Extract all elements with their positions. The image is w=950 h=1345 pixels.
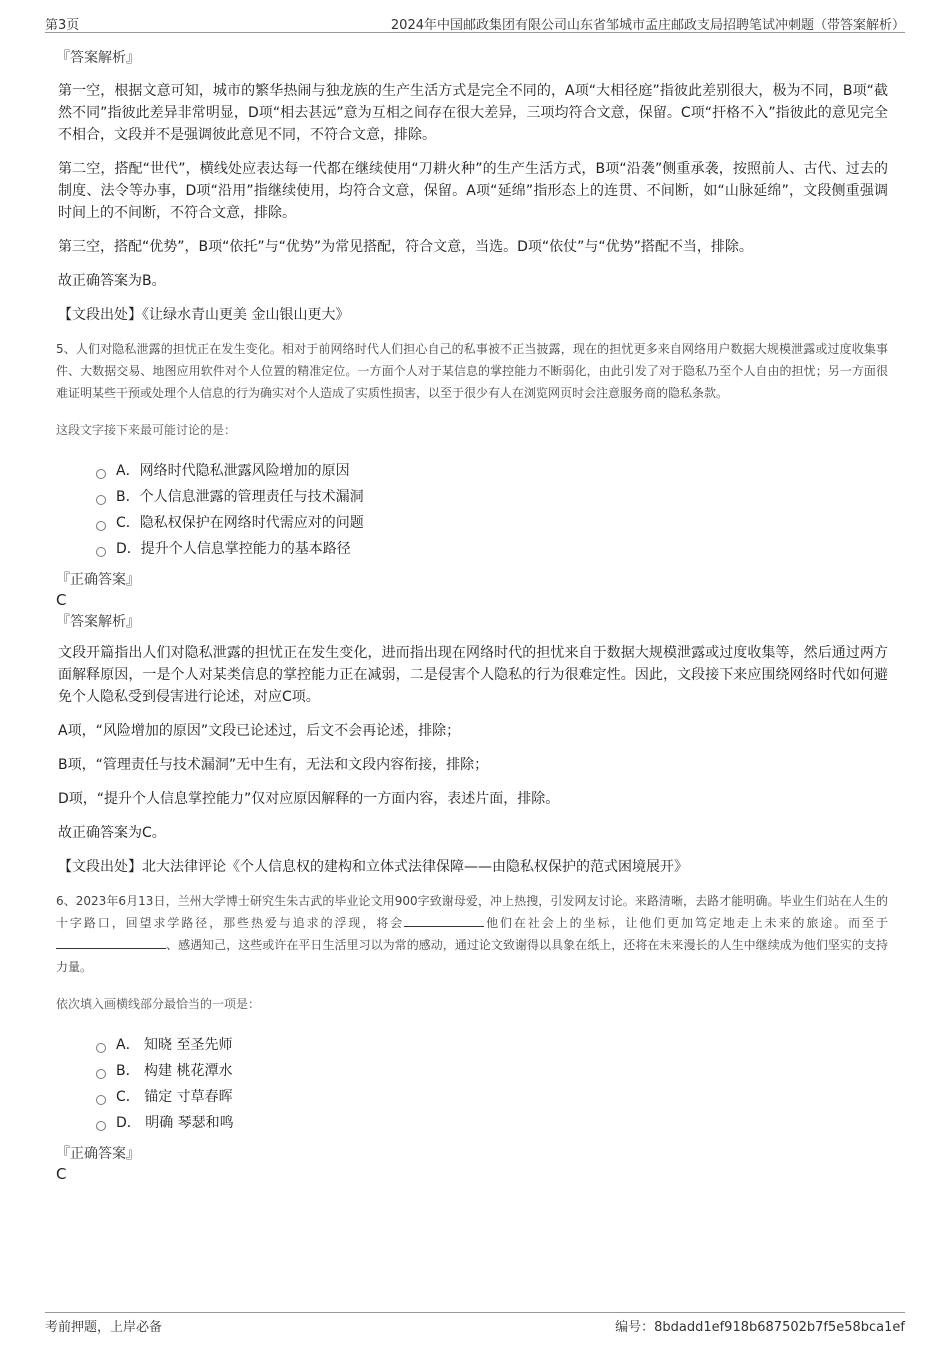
analysis-label: 『答案解析』 [56,50,140,66]
option-d[interactable] [96,536,888,562]
analysis-paragraph: B项，“管理责任与技术漏洞”无中生有，无法和文段内容衔接，排除； [58,757,489,773]
page-footer [45,1312,905,1335]
analysis-paragraph: 第三空，搭配“优势”，B项“依托”与“优势”为常见搭配，符合文意，当选。D项“依仗”与“优势”搭配不当，排除。 [58,239,753,255]
radio-icon[interactable] [96,1069,106,1079]
question-5-options [96,458,888,562]
analysis-paragraph: 第二空，搭配“世代”，横线处应表达每一代都在继续使用“刀耕火种”的生产生活方式，B项“沿袭”侧重承袭，按照前人、古代、过去的制度、法令等办事，D项“沿用”指继续使用，均符合文意，保留。A项“延绵”指形态上的连贯、不间断，如“山脉延绵”，文段侧重强调时间上的不间断，不符合文意，排除。 [58,161,888,221]
option-a[interactable] [96,1032,888,1058]
fill-blank-1 [404,912,484,927]
radio-icon[interactable] [96,495,106,505]
option-label: A． 知晓 至圣先师 [116,1037,233,1053]
source-citation: 【文段出处】北大法律评论《个人信息权的建构和立体式法律保障——由隐私权保护的范式困境展开》 [58,859,688,875]
option-a[interactable] [96,458,888,484]
analysis-conclusion: 故正确答案为B。 [58,273,166,289]
question-5-prompt: 这段文字接下来最可能讨论的是： [56,423,237,437]
option-label: B． 构建 桃花潭水 [116,1063,233,1079]
option-label: B．个人信息泄露的管理责任与技术漏洞 [116,489,364,505]
correct-answer-label: 『正确答案』 [56,1146,140,1162]
question-6-text-part: 、感遇知己，这些或许在平日生活里习以为常的感动，通过论文致谢得以具象在纸上，还将在未来漫长的人生中继续成为他们坚实的支持力量。 [56,938,888,974]
document-title: 2024年中国邮政集团有限公司山东省邹城市孟庄邮政支局招聘笔试冲刺题（带答案解析） [390,18,905,33]
option-b[interactable] [96,484,888,510]
question-6-text-part: 6、2023年6月13日，兰州大学博士研究生朱古武的毕业论文用900字致谢母爱，冲上热搜，引发网友讨论。来路清晰，去路才能明确。毕业生们站在人生的十字路口，回望求学路径，那些热爱与追求的浮现，将会 [56,894,888,930]
option-c[interactable] [96,510,888,536]
option-label: C．隐私权保护在网络时代需应对的问题 [116,515,364,531]
analysis-conclusion: 故正确答案为C。 [58,825,166,841]
analysis-label: 『答案解析』 [56,614,140,630]
option-label: D． 明确 琴瑟和鸣 [116,1115,234,1131]
question-6-options [96,1032,888,1136]
option-b[interactable] [96,1058,888,1084]
page-header [45,12,905,33]
question-5-text: 5、人们对隐私泄露的担忧正在发生变化。相对于前网络时代人们担心自己的私事被不正当披露，现在的担忧更多来自网络用户数据大规模泄露或过度收集事件、大数据交易、地图应用软件对个人位置的精准定位。一方面个人对于某信息的掌控能力不断弱化，由此引发了对于隐私乃至个人自由的担忧；另一方面很难证明某些干预或处理个人信息的行为确实对个人造成了实质性损害，以至于很少有人在浏览网页时会注意服务商的隐私条款。 [56,342,888,400]
page-number: 第3页 [45,18,80,33]
radio-icon[interactable] [96,1121,106,1131]
analysis-paragraph: 第一空，根据文意可知，城市的繁华热闹与独龙族的生产生活方式是完全不同的，A项“大相径庭”指彼此差别很大，极为不同，B项“截然不同”指彼此差异非常明显，D项“相去甚远”意为互相之间存在很大差异，三项均符合文意，保留。C项“扞格不入”指彼此的意见完全不相合，文段并不是强调彼此意见不同，不符合文意，排除。 [58,83,888,143]
correct-answer-label: 『正确答案』 [56,572,140,588]
radio-icon[interactable] [96,547,106,557]
page-content [56,48,888,1186]
question-6-text [56,890,888,978]
analysis-paragraph: 文段开篇指出人们对隐私泄露的担忧正在发生变化，进而指出现在网络时代的担忧来自于数据大规模泄露或过度收集等，然后通过两方面解释原因，一是个人对某类信息的掌控能力正在减弱，二是侵害个人隐私的行为很难定性。因此，文段接下来应围绕网络时代如何避免个人隐私受到侵害进行论述，对应C项。 [58,645,888,705]
fill-blank-2 [56,934,166,949]
radio-icon[interactable] [96,1095,106,1105]
source-citation: 【文段出处】《让绿水青山更美 金山银山更大》 [58,307,350,323]
question-6-prompt: 依次填入画横线部分最恰当的一项是： [56,997,261,1011]
analysis-paragraph: A项，“风险增加的原因”文段已论述过，后文不会再论述，排除； [58,723,461,739]
footer-slogan: 考前押题，上岸必备 [45,1320,163,1335]
radio-icon[interactable] [96,469,106,479]
correct-answer: C [56,1165,67,1183]
analysis-paragraph: D项，“提升个人信息掌控能力”仅对应原因解释的一方面内容，表述片面，排除。 [58,791,560,807]
document-id: 编号：8bdadd1ef918b687502b7f5e58bca1ef [615,1320,905,1335]
radio-icon[interactable] [96,1043,106,1053]
option-d[interactable] [96,1110,888,1136]
option-label: A．网络时代隐私泄露风险增加的原因 [116,463,350,479]
option-label: D．提升个人信息掌控能力的基本路径 [116,541,351,557]
option-c[interactable] [96,1084,888,1110]
correct-answer: C [56,591,67,609]
option-label: C． 锚定 寸草春晖 [116,1089,233,1105]
question-6-text-part: 他们在社会上的坐标，让他们更加笃定地走上未来的旅途。而至于 [484,916,888,930]
radio-icon[interactable] [96,521,106,531]
